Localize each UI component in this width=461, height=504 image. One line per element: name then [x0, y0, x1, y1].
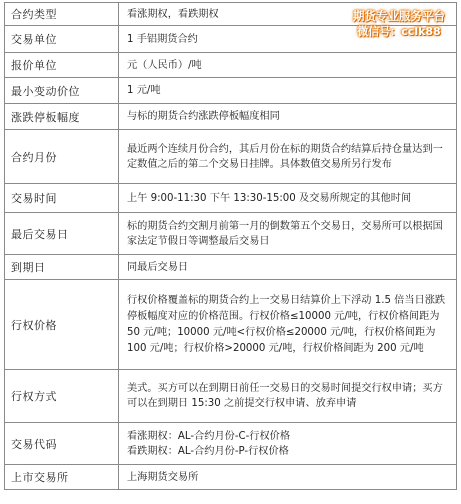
row-label: 交易单位 — [5, 26, 119, 53]
table-row — [5, 255, 457, 280]
row-value: 行权价格覆盖标的期货合约上一交易日结算价上下浮动 1.5 倍当日涨跌停板幅度对应的价格范围。行权价格≤10000 元/吨，行权价格间距为 50 元/吨；10000 元/吨<行权价格≤20000 元/吨，行权价格间距为 100 元/吨；行权价格>20000 元/吨，行权价格间距为 200 元/吨 — [119, 280, 457, 370]
watermark-title: 期货专业服务平台 — [353, 9, 445, 23]
row-value: 同最后交易日 — [119, 255, 457, 280]
table-row — [5, 53, 457, 78]
row-label: 报价单位 — [5, 53, 119, 78]
table-row — [5, 184, 457, 213]
row-label: 合约类型 — [5, 3, 119, 26]
watermark-wechat-id: 微信号：cclk88 — [357, 25, 441, 38]
table-row — [5, 370, 457, 423]
row-label: 合约月份 — [5, 130, 119, 184]
row-label: 到期日 — [5, 255, 119, 280]
row-value: 上午 9:00-11:30 下午 13:30-15:00 及交易所规定的其他时间 — [119, 184, 457, 213]
row-value: 标的期货合约交割月前第一月的倒数第五个交易日，交易所可以根据国家法定节假日等调整最后交易日 — [119, 213, 457, 255]
table-row — [5, 78, 457, 104]
row-label: 行权方式 — [5, 370, 119, 423]
row-value: 元（人民币）/吨 — [119, 53, 457, 78]
watermark-logo — [340, 8, 458, 40]
row-value: 看涨期权，看跌期权 — [119, 3, 457, 26]
row-label: 最后交易日 — [5, 213, 119, 255]
table-row — [5, 104, 457, 130]
put-code-line: 看跌期权：AL-合约月份-P-行权价格 — [127, 445, 289, 457]
option-spec-table — [4, 2, 457, 490]
table-row — [5, 423, 457, 465]
row-value: 上海期货交易所 — [119, 465, 457, 490]
row-label: 涨跌停板幅度 — [5, 104, 119, 130]
table-row — [5, 465, 457, 490]
row-label: 交易代码 — [5, 423, 119, 465]
row-label: 上市交易所 — [5, 465, 119, 490]
row-value: 美式。买方可以在到期日前任一交易日的交易时间提交行权申请；买方可以在到期日 15:30 之前提交行权申请、放弃申请 — [119, 370, 457, 423]
row-value — [119, 423, 457, 465]
table-row — [5, 213, 457, 255]
row-value: 1 元/吨 — [119, 78, 457, 104]
table-row — [5, 130, 457, 184]
call-code-line: 看涨期权：AL-合约月份-C-行权价格 — [127, 430, 291, 442]
row-label: 最小变动价位 — [5, 78, 119, 104]
row-value: 与标的期货合约涨跌停板幅度相同 — [119, 104, 457, 130]
table-row — [5, 280, 457, 370]
row-label: 交易时间 — [5, 184, 119, 213]
row-value: 1 手铝期货合约 — [119, 26, 457, 53]
row-value: 最近两个连续月份合约，其后月份在标的期货合约结算后持仓量达到一定数值之后的第二个交易日挂牌。具体数值交易所另行发布 — [119, 130, 457, 184]
row-label: 行权价格 — [5, 280, 119, 370]
